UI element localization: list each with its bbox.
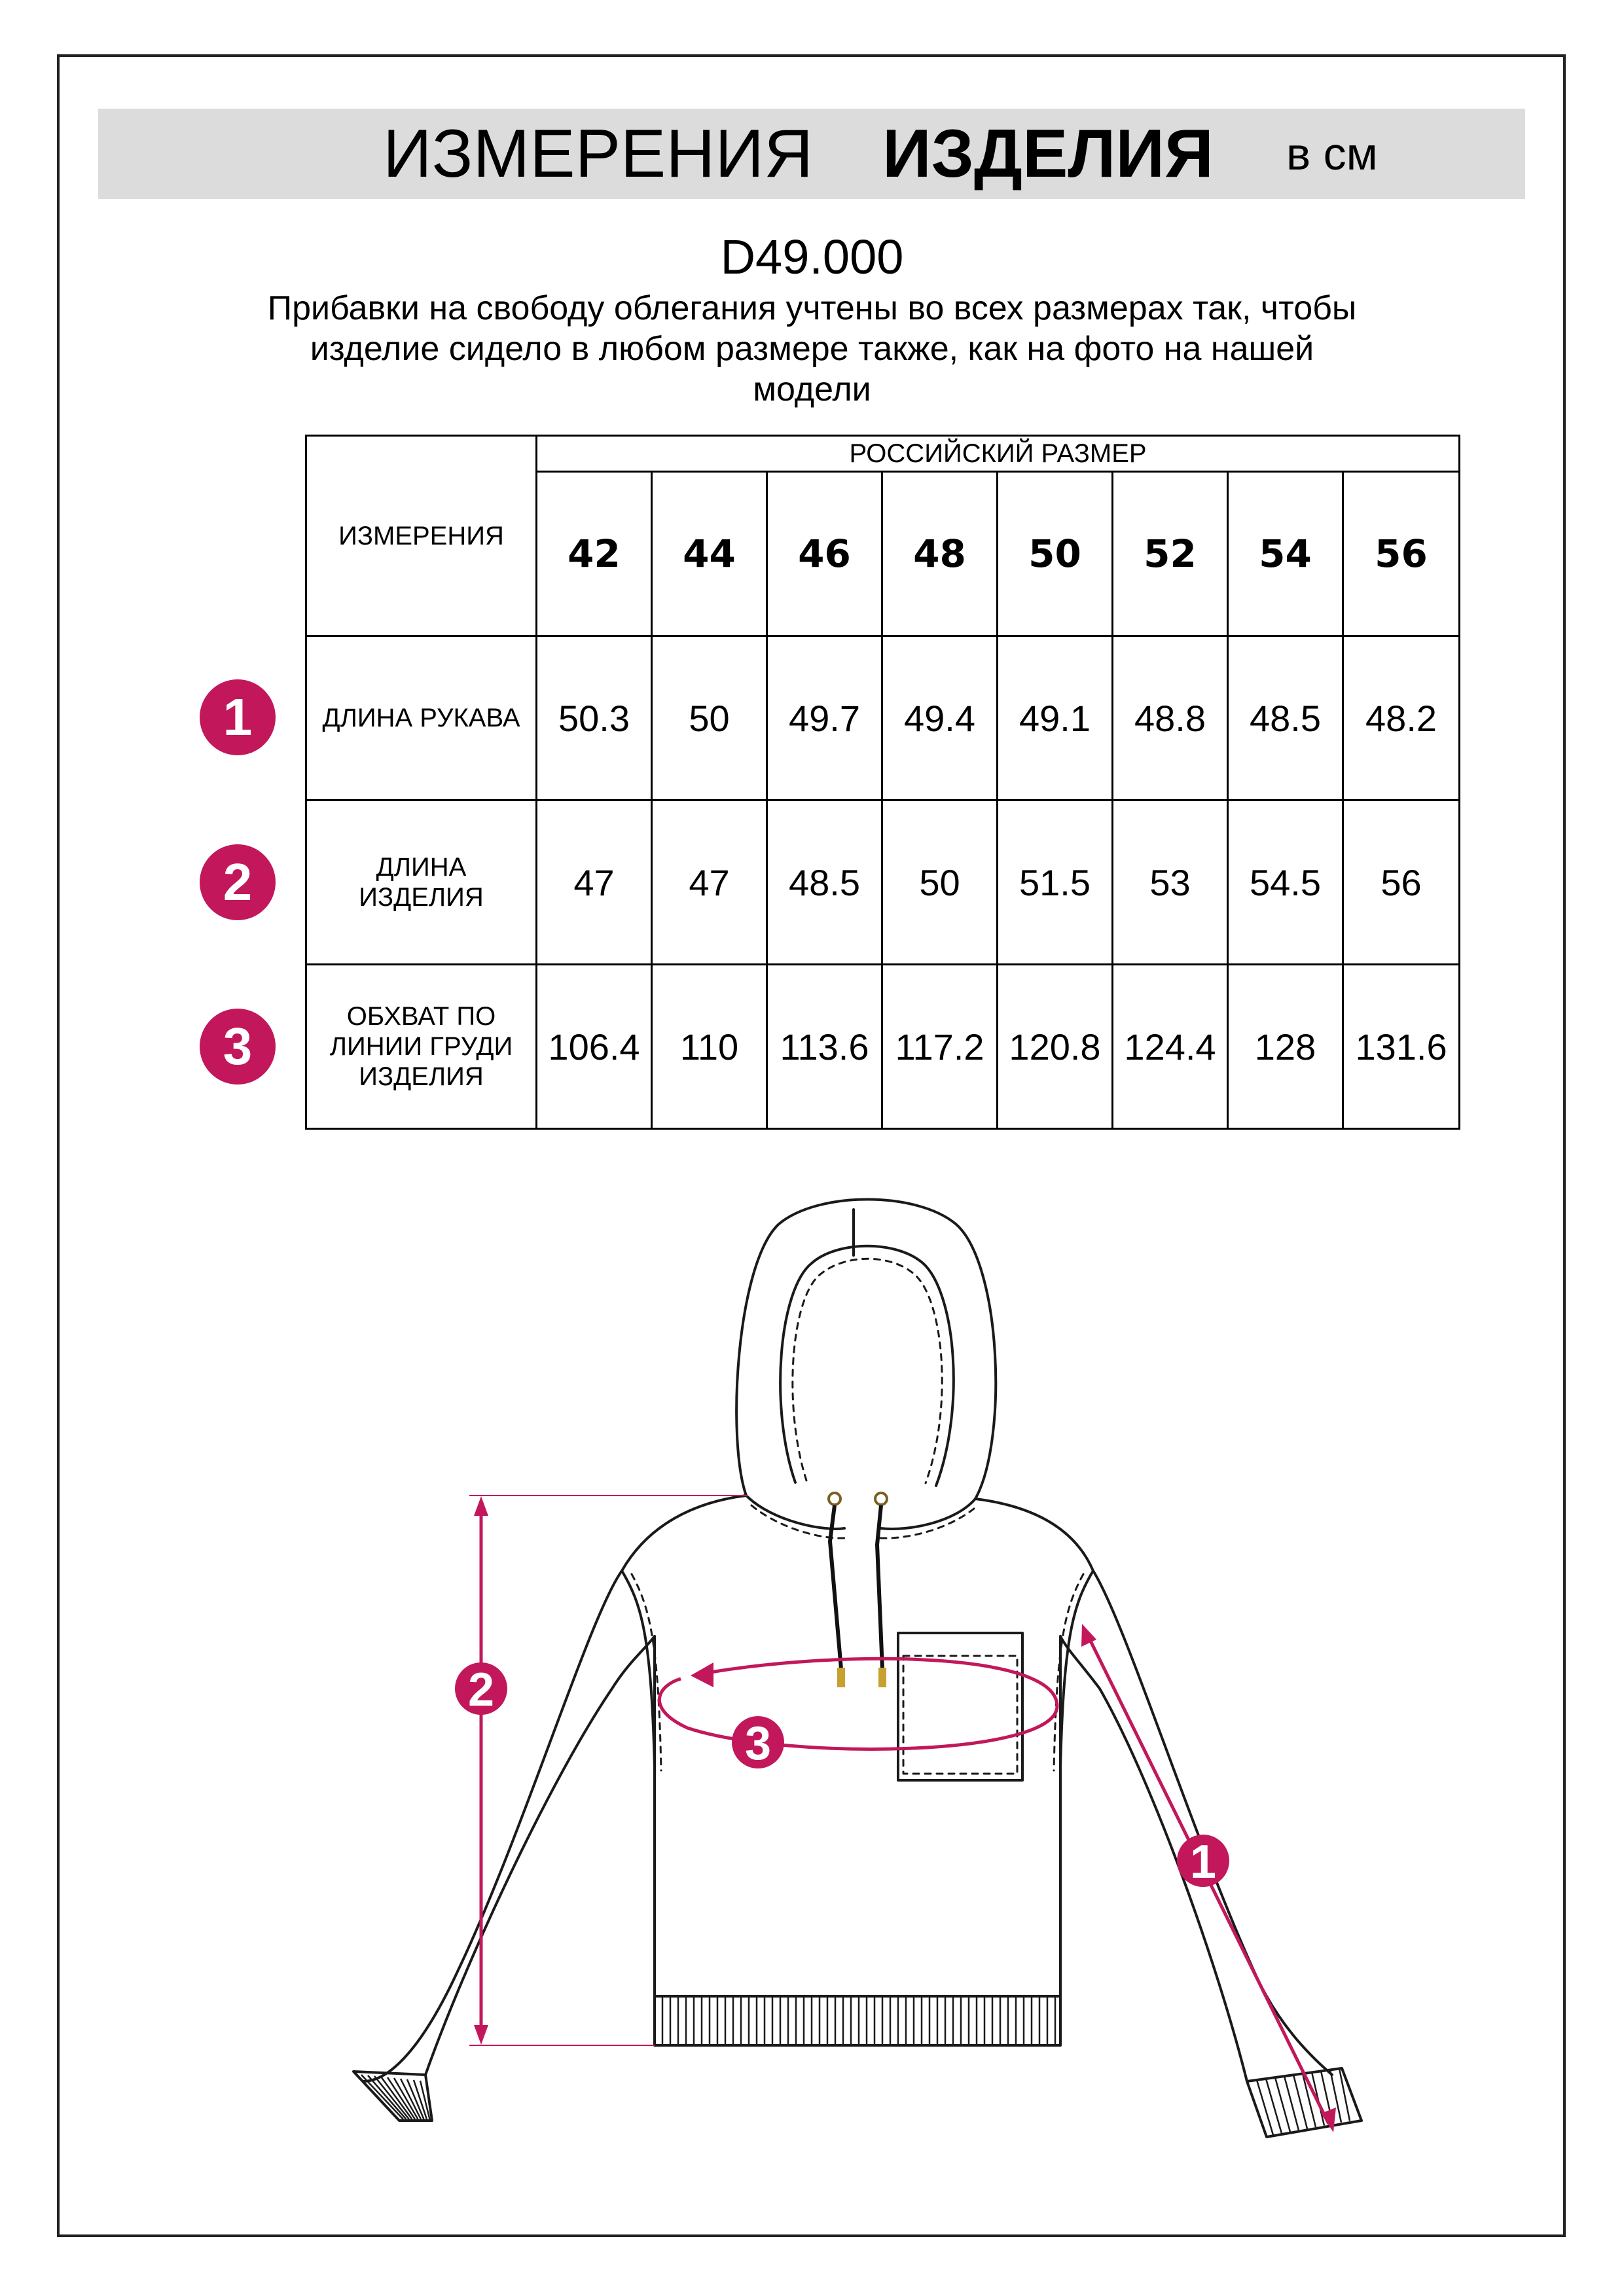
table-cell: 117.2 (882, 965, 998, 1129)
table-cell: 113.6 (767, 965, 882, 1129)
size-header: 44 (652, 472, 767, 636)
product-code: D49.000 (720, 230, 904, 284)
table-cell: 50 (882, 800, 998, 965)
table-cell: 48.5 (767, 800, 882, 965)
row-label: ДЛИНА РУКАВА (306, 636, 537, 800)
chest-arrow-head (691, 1662, 713, 1687)
table-cell: 131.6 (1343, 965, 1460, 1129)
length-arrow-head-bottom (474, 2025, 488, 2045)
left-aglet (837, 1668, 845, 1687)
table-cell: 120.8 (998, 965, 1113, 1129)
table-cell: 48.5 (1228, 636, 1343, 800)
table-cell: 50 (652, 636, 767, 800)
right-drawstring (877, 1505, 882, 1669)
title-units: в см (1286, 128, 1378, 179)
title-light: ИЗМЕРЕНИЯ (383, 116, 814, 192)
title-bold: ИЗДЕЛИЯ (882, 116, 1214, 192)
table-cell: 124.4 (1113, 965, 1228, 1129)
table-cell: 106.4 (537, 965, 652, 1129)
row-number-badge: 3 (200, 1009, 276, 1085)
fit-note-line: изделие сидело в любом размере также, как на фото на нашей (310, 330, 1314, 368)
hood-opening (780, 1246, 954, 1486)
left-sleeve-top (363, 1496, 746, 2081)
corner-label: ИЗМЕРЕНИЯ (306, 436, 537, 636)
row-label-line: ДЛИНА (376, 853, 467, 882)
size-system-label: РОССИЙСКИЙ РАЗМЕР (537, 436, 1460, 472)
row-label-line: ЛИНИИ ГРУДИ (329, 1032, 513, 1061)
fit-note-line: модели (753, 370, 871, 408)
table-cell: 47 (652, 800, 767, 965)
row-number-badge: 2 (200, 844, 276, 920)
length-measure (469, 1496, 748, 2045)
table-cell: 128 (1228, 965, 1343, 1129)
table-cell: 48.2 (1343, 636, 1460, 800)
diagram-markers (455, 1662, 1229, 1888)
row-label-line: ИЗДЕЛИЯ (359, 883, 484, 912)
table-cell: 56 (1343, 800, 1460, 965)
right-cuff-rib-line (1275, 2077, 1290, 2132)
size-header: 54 (1228, 472, 1343, 636)
hood-stitching (793, 1259, 942, 1483)
length-arrow-head-top (474, 1496, 488, 1516)
table-cell: 49.4 (882, 636, 998, 800)
hood-outline (736, 1200, 996, 1499)
marker-2-label: 2 (467, 1664, 495, 1716)
row-label-line: ОБХВАТ ПО (346, 1002, 496, 1031)
table-cell: 53 (1113, 800, 1228, 965)
row-number-badge: 1 (200, 679, 276, 755)
right-armhole-seam (1060, 1571, 1093, 1767)
table-cell: 49.1 (998, 636, 1113, 800)
table-cell: 49.7 (767, 636, 882, 800)
sleeve-arrow-head-top (1081, 1624, 1096, 1647)
size-header: 48 (882, 472, 998, 636)
right-aglet (878, 1668, 886, 1687)
right-cuff-rib-line (1266, 2079, 1282, 2134)
right-cuff-rib-line (1257, 2080, 1273, 2135)
chest-measure (659, 1659, 1057, 1749)
size-header: 56 (1343, 472, 1460, 636)
right-eyelet (875, 1493, 887, 1505)
table-cell: 47 (537, 800, 652, 965)
size-header: 50 (998, 472, 1113, 636)
size-header: 46 (767, 472, 882, 636)
table-cell: 48.8 (1113, 636, 1228, 800)
fit-note-line: Прибавки на свободу облегания учтены во всех размерах так, чтобы (267, 289, 1357, 327)
size-header: 52 (1113, 472, 1228, 636)
left-eyelet (829, 1493, 840, 1505)
pocket-stitching (903, 1656, 1017, 1774)
marker-1-label: 1 (1189, 1836, 1217, 1888)
chest-ellipse (659, 1659, 1057, 1749)
table-cell: 50.3 (537, 636, 652, 800)
table-cell: 54.5 (1228, 800, 1343, 965)
right-sleeve-top (975, 1499, 1332, 2075)
rib-lines (361, 1998, 1350, 2135)
marker-3-label: 3 (744, 1717, 772, 1770)
size-header: 42 (537, 472, 652, 636)
table-cell: 110 (652, 965, 767, 1129)
table-cell: 51.5 (998, 800, 1113, 965)
row-label-line: ИЗДЕЛИЯ (359, 1062, 484, 1091)
